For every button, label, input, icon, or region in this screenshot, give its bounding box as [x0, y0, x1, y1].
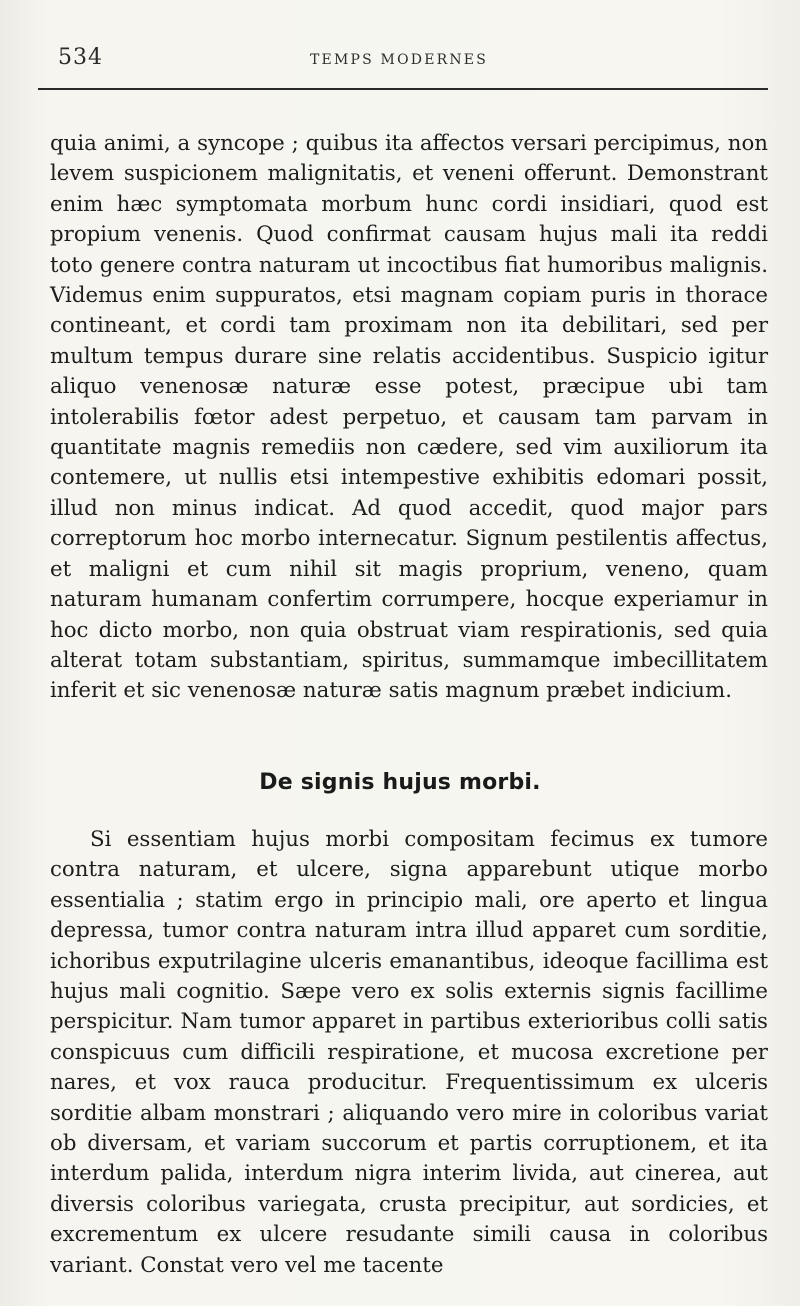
section-heading: De signis hujus morbi.	[259, 770, 541, 795]
page-header	[0, 40, 800, 80]
page-number: 534	[58, 45, 103, 70]
paragraph-1: quia animi, a syncope ; quibus ita affectos versari percipimus, non levem suspicionem malignitatis, et veneni offerunt. Demonstrant enim hæc symptomata morbum hunc cordi insidiari, quod est propium venenis. Quod confirmat causam hujus mali ita reddi toto genere contra naturam ut incoctibus fiat humoribus malignis. Videmus enim suppuratos, etsi magnam copiam puris in thorace contineant, et cordi tam proximam non ita debilitari, sed per multum tempus durare sine relatis accidentibus. Suspicio igitur aliquo venenosæ naturæ esse potest, præcipue ubi tam intolerabilis fœtor adest perpetuo, et causam tam parvam in quantitate magnis remediis non cædere, sed vim auxiliorum ita contemere, ut nullis etsi intempestive exhibitis edomari possit, illud non minus indicat. Ad quod accedit, quod major pars correptorum hoc morbo internecatur. Signum pestilentis affectus, et maligni et cum nihil sit magis proprium, veneno, quam naturam humanam confertim corrumpere, hocque experiamur in hoc dicto morbo, non quia obstruat viam respirationis, sed quia alterat totam substantiam, spiritus, summamque imbecillitatem inferit et sic venenosæ naturæ satis magnum præbet indicium.	[50, 131, 768, 704]
header-rule	[38, 88, 768, 90]
running-head: TEMPS MODERNES	[310, 52, 489, 68]
paragraph-2: Si essentiam hujus morbi compositam fecimus ex tumore contra naturam, et ulcere, signa apparebunt utique morbo essentialia ; statim ergo in principio mali, ore aperto et lingua depressa, tumor contra naturam intra illud apparet cum sorditie, ichoribus exputrilagine ulceris emanantibus, ideoque facillima est hujus mali cognitio. Sæpe vero ex solis externis signis facillime perspicitur. Nam tumor apparet in partibus exterioribus colli satis conspicuus cum difficili respiratione, et mucosa excretione per nares, et vox rauca producitur. Frequentissimum ex ulceris sorditie albam monstrari ; aliquando vero mire in coloribus variat ob diversam, et variam succorum et partis corruptionem, et ita interdum palida, interdum nigra interim livida, aut cinerea, aut diversis coloribus variegata, crusta precipitur, aut sordicies, et excrementum ex ulcere resudante simili causa in coloribus variant. Constat vero vel me tacente	[50, 827, 768, 1278]
